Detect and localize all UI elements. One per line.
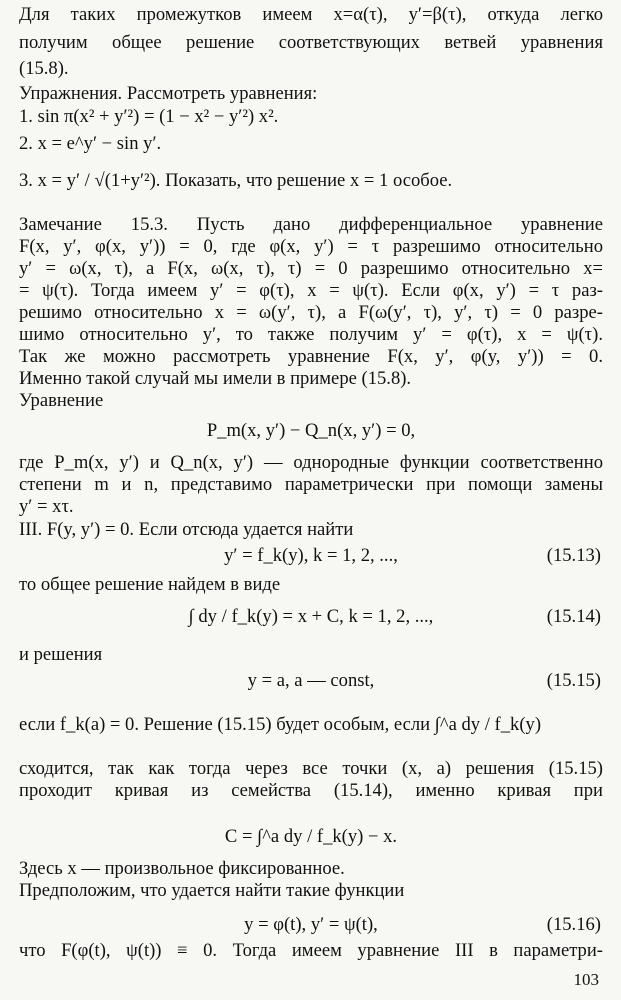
text-line: (15.8). [19, 58, 69, 79]
remark-heading-line: Замечание 15.3. Пусть дано дифференциальное уравнение [19, 214, 603, 235]
text-line: где P_m(x, y′) и Q_n(x, y′) — однородные функции соответственно [19, 452, 603, 473]
text-line: y′ = ω(x, τ), а F(x, ω(x, τ), τ) = 0 разрешимо относительно x= [19, 258, 603, 279]
equation: y = φ(t), y′ = ψ(t), [244, 914, 378, 935]
text-line: y′ = xτ. [19, 496, 74, 517]
text-line: Именно такой случай мы имели в примере (15.8). [19, 368, 412, 389]
exercise-3: 3. x = y′ / √(1+y′²). Показать, что решение x = 1 особое. [19, 170, 453, 191]
exercises-heading: Упражнения. Рассмотреть уравнения: [19, 83, 318, 104]
text-line: Здесь x — произвольное фиксированное. [19, 858, 345, 879]
text-line: решимо относительно x = ω(y′, τ), а F(ω(y′, τ), y′, τ) = 0 разре- [19, 302, 603, 323]
text-line: = ψ(τ). Тогда имеем y′ = φ(τ), x = ψ(τ). Если φ(x, y′) = τ раз- [19, 280, 603, 301]
text-line: сходится, так как тогда через все точки (x, a) решения (15.15) [19, 758, 603, 779]
text-line: F(x, y′, φ(x, y′)) = 0, где φ(x, y′) = τ разрешимо относительно [19, 236, 603, 257]
text-line: Так же можно рассмотреть уравнение F(x, y′, φ(y, y′)) = 0. [19, 346, 603, 367]
text-line: если f_k(a) = 0. Решение (15.15) будет особым, если ∫^a dy / f_k(y) [19, 714, 542, 735]
equation-number: (15.16) [546, 914, 601, 935]
text-line: степени m и n, представимо параметрически при помощи замены [19, 474, 603, 495]
equation: y = a, a — const, [247, 670, 375, 691]
text-line: Для таких промежутков имеем x=α(τ), y′=β(τ), откуда легко [19, 4, 603, 25]
text-line: проходит кривая из семейства (15.14), именно кривая при [19, 780, 603, 801]
equation: C = ∫^a dy / f_k(y) − x. [224, 826, 398, 847]
text-line: и решения [19, 644, 103, 665]
exercise-2: 2. x = e^y′ − sin y′. [19, 133, 162, 154]
equation-number: (15.14) [546, 606, 601, 627]
text-line: Предположим, что удается найти такие функции [19, 880, 405, 901]
equation-number: (15.13) [546, 545, 601, 566]
text-line: то общее решение найдем в виде [19, 574, 281, 595]
text-line: получим общее решение соответствующих ветвей уравнения [19, 32, 603, 53]
equation: y′ = f_k(y), k = 1, 2, ..., [224, 545, 398, 566]
text-line: что F(φ(t), ψ(t)) ≡ 0. Тогда имеем уравнение III в параметри- [19, 940, 603, 961]
case-three-line: III. F(y, y′) = 0. Если отсюда удается найти [19, 519, 354, 540]
equation: P_m(x, y′) − Q_n(x, y′) = 0, [206, 420, 416, 441]
equation: ∫ dy / f_k(y) = x + C, k = 1, 2, ..., [188, 606, 434, 627]
text-line: шимо относительно y′, то также получим y′ = φ(τ), x = ψ(τ). [19, 324, 603, 345]
text-line: Уравнение [19, 390, 104, 411]
exercise-1: 1. sin π(x² + y′²) = (1 − x² − y′²) x². [19, 106, 279, 127]
page-number: 103 [573, 970, 599, 989]
equation-number: (15.15) [546, 670, 601, 691]
